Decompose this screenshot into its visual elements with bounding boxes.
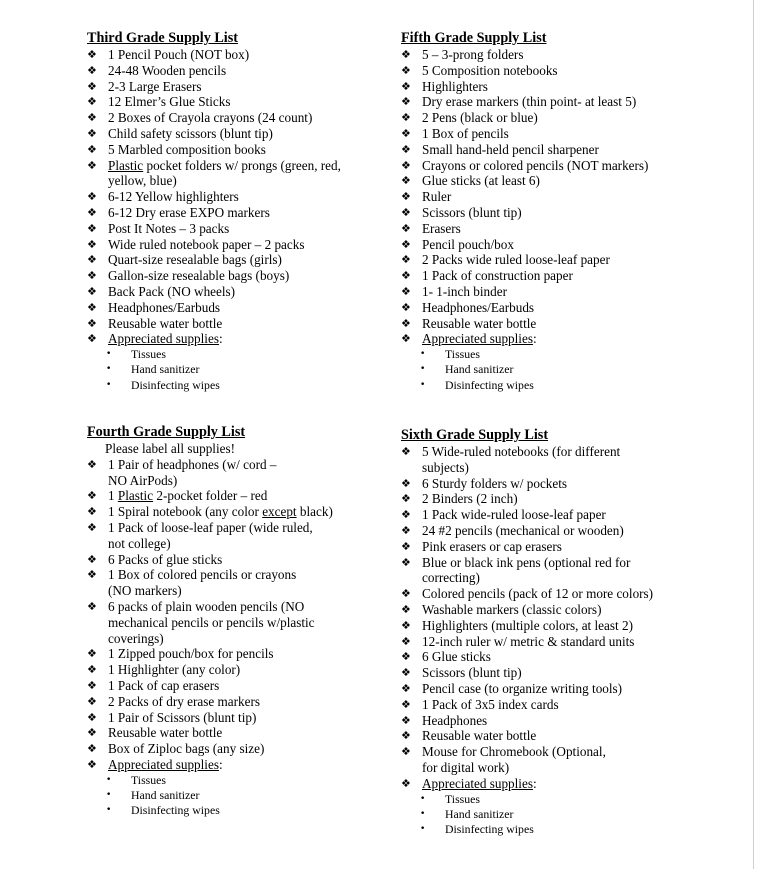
list-item: ❖ Back Pack (NO wheels) bbox=[87, 284, 377, 300]
item-underlined-text: Appreciated supplies bbox=[108, 756, 219, 772]
appreciated-list bbox=[87, 773, 377, 819]
list-item: ❖ Crayons or colored pencils (NOT markers) bbox=[401, 158, 701, 174]
list-item: ❖ Pink erasers or cap erasers bbox=[401, 539, 701, 555]
list-item: ❖ 1 Pair of Scissors (blunt tip) bbox=[87, 710, 377, 726]
item-underlined-text: Appreciated supplies bbox=[422, 331, 533, 347]
item-text: pocket folders w/ prongs (green, red, bbox=[143, 157, 341, 173]
appreciated-item: • Hand sanitizer bbox=[401, 807, 701, 822]
list-item bbox=[87, 158, 377, 190]
list-item: ❖ 6 Glue sticks bbox=[401, 649, 701, 665]
fifth-grade-section bbox=[401, 30, 701, 393]
section-title: Fifth Grade Supply List bbox=[401, 30, 547, 46]
list-item: ❖ Highlighters (multiple colors, at least 2) bbox=[401, 618, 701, 634]
item-continuation: (NO markers) bbox=[108, 583, 182, 599]
item-text: black) bbox=[296, 504, 333, 520]
list-item: ❖ 6-12 Yellow highlighters bbox=[87, 189, 377, 205]
list-item: ❖ 2 Boxes of Crayola crayons (24 count) bbox=[87, 110, 377, 126]
list-item: ❖ 1 Pack of 3x5 index cards bbox=[401, 697, 701, 713]
list-item: ❖ Child safety scissors (blunt tip) bbox=[87, 126, 377, 142]
item-continuation: subjects) bbox=[422, 459, 469, 475]
item-text: 2-pocket folder – red bbox=[153, 488, 268, 504]
appreciated-list bbox=[401, 792, 701, 838]
item-text: : bbox=[218, 756, 223, 772]
supply-list bbox=[87, 457, 377, 773]
item-underlined-text: Appreciated supplies bbox=[422, 775, 533, 791]
list-item: ❖ Scissors (blunt tip) bbox=[401, 205, 701, 221]
list-item: ❖ Erasers bbox=[401, 221, 701, 237]
list-item: ❖ Reusable water bottle bbox=[401, 316, 701, 332]
appreciated-item: • Tissues bbox=[401, 792, 701, 807]
list-item: ❖ 5 Composition notebooks bbox=[401, 63, 701, 79]
label-supplies-note: Please label all supplies! bbox=[105, 441, 236, 456]
list-item bbox=[87, 757, 377, 773]
list-item: ❖ 1 Pencil Pouch (NOT box) bbox=[87, 47, 377, 63]
sixth-grade-section bbox=[401, 427, 701, 837]
list-item: ❖ Quart-size resealable bags (girls) bbox=[87, 252, 377, 268]
list-item: ❖ 2 Binders (2 inch) bbox=[401, 491, 701, 507]
appreciated-item: • Hand sanitizer bbox=[87, 788, 377, 803]
list-item: ❖ Box of Ziploc bags (any size) bbox=[87, 741, 377, 757]
list-item: ❖ 2 Pens (black or blue) bbox=[401, 110, 701, 126]
list-item: ❖ 24 #2 pencils (mechanical or wooden) bbox=[401, 523, 701, 539]
list-item: ❖ 6-12 Dry erase EXPO markers bbox=[87, 205, 377, 221]
item-text: Blue or black ink pens (optional red for bbox=[422, 554, 631, 570]
appreciated-item: • Tissues bbox=[87, 773, 377, 788]
list-item: ❖ Pencil case (to organize writing tools) bbox=[401, 681, 701, 697]
list-item: ❖ 12 Elmer’s Glue Sticks bbox=[87, 94, 377, 110]
list-item: ❖ 1 Box of pencils bbox=[401, 126, 701, 142]
list-item: ❖ Wide ruled notebook paper – 2 packs bbox=[87, 237, 377, 253]
section-title: Fourth Grade Supply List bbox=[87, 424, 246, 440]
list-item: ❖ Headphones bbox=[401, 713, 701, 729]
appreciated-item: • Tissues bbox=[401, 347, 701, 362]
list-item: ❖ Pencil pouch/box bbox=[401, 237, 701, 253]
list-item: ❖ Headphones/Earbuds bbox=[87, 300, 377, 316]
item-text: 1 Pack of loose-leaf paper (wide ruled, bbox=[108, 519, 313, 535]
list-item bbox=[87, 567, 377, 599]
item-text: Mouse for Chromebook (Optional, bbox=[422, 744, 606, 760]
list-item: ❖ 1 Pack of construction paper bbox=[401, 268, 701, 284]
list-item: ❖ Headphones/Earbuds bbox=[401, 300, 701, 316]
list-item bbox=[87, 331, 377, 347]
section-title: Third Grade Supply List bbox=[87, 30, 238, 46]
appreciated-item: • Disinfecting wipes bbox=[87, 803, 377, 818]
item-underlined-text: Plastic bbox=[117, 488, 154, 504]
appreciated-item: • Tissues bbox=[87, 347, 377, 362]
item-text: 6 packs of plain wooden pencils (NO bbox=[108, 598, 305, 614]
item-underlined-text: Appreciated supplies bbox=[108, 331, 219, 347]
item-text: 1 Spiral notebook (any color bbox=[108, 504, 263, 520]
list-item: ❖ 1 Pack wide-ruled loose-leaf paper bbox=[401, 507, 701, 523]
list-item: ❖ 2 Packs of dry erase markers bbox=[87, 694, 377, 710]
list-item: ❖ Ruler bbox=[401, 189, 701, 205]
appreciated-item: • Hand sanitizer bbox=[401, 362, 701, 377]
list-item: ❖ Post It Notes – 3 packs bbox=[87, 221, 377, 237]
item-text: : bbox=[218, 331, 223, 347]
list-item: ❖ Glue sticks (at least 6) bbox=[401, 173, 701, 189]
list-item: ❖ Highlighters bbox=[401, 79, 701, 95]
list-item: ❖ 5 Marbled composition books bbox=[87, 142, 377, 158]
list-item bbox=[401, 331, 701, 347]
list-item: ❖ Washable markers (classic colors) bbox=[401, 602, 701, 618]
list-item bbox=[87, 488, 377, 504]
supply-list bbox=[87, 47, 377, 347]
list-item bbox=[401, 744, 701, 776]
appreciated-item: • Hand sanitizer bbox=[87, 362, 377, 377]
list-item bbox=[87, 599, 377, 646]
list-item bbox=[87, 520, 377, 552]
appreciated-list bbox=[87, 347, 377, 393]
item-text: : bbox=[532, 331, 537, 347]
appreciated-item: • Disinfecting wipes bbox=[401, 822, 701, 837]
item-continuation: yellow, blue) bbox=[108, 173, 177, 189]
list-item: ❖ Dry erase markers (thin point- at least 5) bbox=[401, 94, 701, 110]
item-continuation: not college) bbox=[108, 535, 171, 551]
supply-list bbox=[401, 444, 701, 792]
item-continuation: correcting) bbox=[422, 570, 480, 586]
list-item: ❖ Gallon-size resealable bags (boys) bbox=[87, 268, 377, 284]
list-item: ❖ 1 Zipped pouch/box for pencils bbox=[87, 646, 377, 662]
item-continuation: mechanical pencils or pencils w/plastic bbox=[108, 614, 315, 630]
list-item: ❖ Small hand-held pencil sharpener bbox=[401, 142, 701, 158]
list-item: ❖ Reusable water bottle bbox=[87, 725, 377, 741]
item-text: : bbox=[532, 775, 537, 791]
appreciated-item: • Disinfecting wipes bbox=[401, 378, 701, 393]
list-item: ❖ Reusable water bottle bbox=[401, 728, 701, 744]
list-item bbox=[87, 504, 377, 520]
section-title: Sixth Grade Supply List bbox=[401, 427, 549, 443]
item-continuation: NO AirPods) bbox=[108, 472, 178, 488]
list-item: ❖ 5 – 3-prong folders bbox=[401, 47, 701, 63]
list-item bbox=[401, 555, 701, 587]
supply-list bbox=[401, 47, 701, 347]
item-continuation: coverings) bbox=[108, 630, 164, 646]
list-item: ❖ Colored pencils (pack of 12 or more colors) bbox=[401, 586, 701, 602]
list-item: ❖ 2 Packs wide ruled loose-leaf paper bbox=[401, 252, 701, 268]
list-item: ❖ Scissors (blunt tip) bbox=[401, 665, 701, 681]
item-text: 5 Wide-ruled notebooks (for different bbox=[422, 444, 621, 459]
fourth-grade-section bbox=[87, 424, 377, 818]
list-item bbox=[401, 776, 701, 792]
list-item: ❖ 1- 1-inch binder bbox=[401, 284, 701, 300]
list-item: ❖ 6 Sturdy folders w/ pockets bbox=[401, 476, 701, 492]
item-underlined-text: Plastic bbox=[108, 157, 144, 173]
item-underlined-text: except bbox=[262, 504, 297, 520]
third-grade-section bbox=[87, 30, 377, 393]
list-item: ❖ 24-48 Wooden pencils bbox=[87, 63, 377, 79]
list-item bbox=[401, 444, 701, 476]
list-item: ❖ 1 Pack of cap erasers bbox=[87, 678, 377, 694]
item-text: 1 Box of colored pencils or crayons bbox=[108, 567, 297, 583]
list-item: ❖ 2-3 Large Erasers bbox=[87, 79, 377, 95]
page-edge-divider bbox=[753, 0, 754, 869]
appreciated-item: • Disinfecting wipes bbox=[87, 378, 377, 393]
list-item bbox=[87, 457, 377, 489]
list-item: ❖ 1 Highlighter (any color) bbox=[87, 662, 377, 678]
list-item: ❖ 6 Packs of glue sticks bbox=[87, 552, 377, 568]
item-text: 1 bbox=[108, 488, 118, 504]
appreciated-list bbox=[401, 347, 701, 393]
list-item: ❖ Reusable water bottle bbox=[87, 316, 377, 332]
item-continuation: for digital work) bbox=[422, 759, 510, 775]
list-item: ❖ 12-inch ruler w/ metric & standard units bbox=[401, 634, 701, 650]
item-text: 1 Pair of headphones (w/ cord – bbox=[108, 456, 277, 472]
